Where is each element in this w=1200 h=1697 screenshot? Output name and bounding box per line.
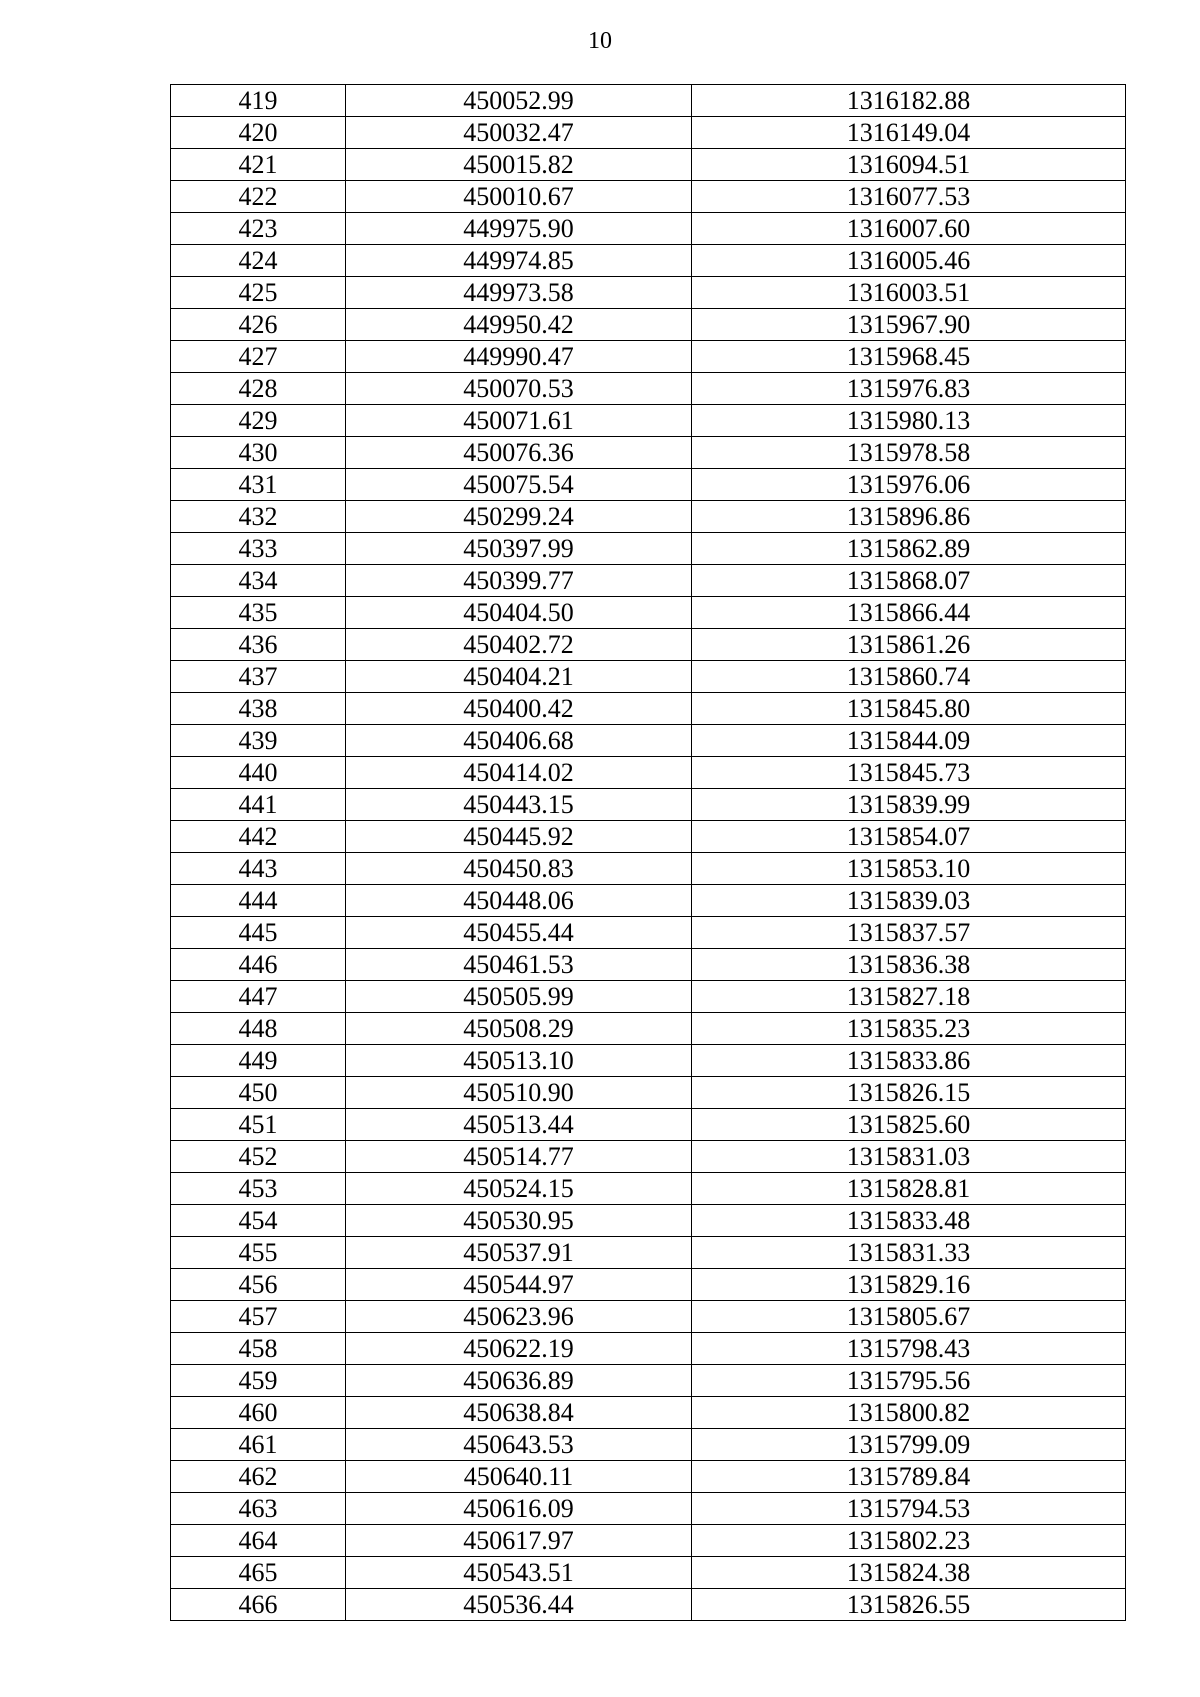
point-number-cell: 439 [171,725,346,757]
x-coordinate-cell: 450404.50 [346,597,692,629]
x-coordinate-cell: 449990.47 [346,341,692,373]
table-row [171,1013,1126,1045]
table-row [171,405,1126,437]
y-coordinate-cell: 1315980.13 [692,405,1126,437]
y-coordinate-cell: 1316149.04 [692,117,1126,149]
point-number-cell: 461 [171,1429,346,1461]
table-row [171,693,1126,725]
table-row [171,213,1126,245]
x-coordinate-cell: 450622.19 [346,1333,692,1365]
y-coordinate-cell: 1315826.55 [692,1589,1126,1621]
y-coordinate-cell: 1315862.89 [692,533,1126,565]
point-number-cell: 427 [171,341,346,373]
point-number-cell: 453 [171,1173,346,1205]
point-number-cell: 444 [171,885,346,917]
y-coordinate-cell: 1315827.18 [692,981,1126,1013]
table-row [171,1461,1126,1493]
table-row [171,597,1126,629]
x-coordinate-cell: 450402.72 [346,629,692,661]
point-number-cell: 422 [171,181,346,213]
x-coordinate-cell: 450510.90 [346,1077,692,1109]
table-row [171,981,1126,1013]
point-number-cell: 454 [171,1205,346,1237]
point-number-cell: 446 [171,949,346,981]
table-row [171,1397,1126,1429]
y-coordinate-cell: 1316003.51 [692,277,1126,309]
point-number-cell: 447 [171,981,346,1013]
table-row [171,1525,1126,1557]
x-coordinate-cell: 450414.02 [346,757,692,789]
x-coordinate-cell: 450643.53 [346,1429,692,1461]
table-row [171,1493,1126,1525]
table-row [171,661,1126,693]
x-coordinate-cell: 450461.53 [346,949,692,981]
y-coordinate-cell: 1315828.81 [692,1173,1126,1205]
x-coordinate-cell: 450299.24 [346,501,692,533]
table-row [171,181,1126,213]
x-coordinate-cell: 450445.92 [346,821,692,853]
y-coordinate-cell: 1315798.43 [692,1333,1126,1365]
point-number-cell: 462 [171,1461,346,1493]
point-number-cell: 451 [171,1109,346,1141]
point-number-cell: 423 [171,213,346,245]
x-coordinate-cell: 450399.77 [346,565,692,597]
point-number-cell: 424 [171,245,346,277]
y-coordinate-cell: 1315829.16 [692,1269,1126,1301]
point-number-cell: 458 [171,1333,346,1365]
table-row [171,1557,1126,1589]
table-row [171,117,1126,149]
table-row [171,469,1126,501]
point-number-cell: 456 [171,1269,346,1301]
x-coordinate-cell: 450075.54 [346,469,692,501]
x-coordinate-cell: 450443.15 [346,789,692,821]
x-coordinate-cell: 450404.21 [346,661,692,693]
x-coordinate-cell: 449950.42 [346,309,692,341]
y-coordinate-cell: 1316005.46 [692,245,1126,277]
x-coordinate-cell: 450617.97 [346,1525,692,1557]
table-row [171,1269,1126,1301]
x-coordinate-cell: 450397.99 [346,533,692,565]
point-number-cell: 419 [171,85,346,117]
x-coordinate-cell: 450010.67 [346,181,692,213]
y-coordinate-cell: 1315824.38 [692,1557,1126,1589]
table-row [171,245,1126,277]
point-number-cell: 429 [171,405,346,437]
table-row [171,853,1126,885]
y-coordinate-cell: 1315976.06 [692,469,1126,501]
y-coordinate-cell: 1315866.44 [692,597,1126,629]
y-coordinate-cell: 1315825.60 [692,1109,1126,1141]
y-coordinate-cell: 1315844.09 [692,725,1126,757]
table-row [171,1301,1126,1333]
y-coordinate-cell: 1315800.82 [692,1397,1126,1429]
y-coordinate-cell: 1315831.33 [692,1237,1126,1269]
y-coordinate-cell: 1316007.60 [692,213,1126,245]
point-number-cell: 440 [171,757,346,789]
table-row [171,917,1126,949]
x-coordinate-cell: 450513.10 [346,1045,692,1077]
point-number-cell: 455 [171,1237,346,1269]
y-coordinate-cell: 1315839.99 [692,789,1126,821]
x-coordinate-cell: 450076.36 [346,437,692,469]
table-row [171,789,1126,821]
y-coordinate-cell: 1316094.51 [692,149,1126,181]
point-number-cell: 459 [171,1365,346,1397]
y-coordinate-cell: 1315831.03 [692,1141,1126,1173]
point-number-cell: 433 [171,533,346,565]
y-coordinate-cell: 1315795.56 [692,1365,1126,1397]
y-coordinate-cell: 1315853.10 [692,853,1126,885]
coordinates-table-body [171,85,1126,1621]
y-coordinate-cell: 1316077.53 [692,181,1126,213]
x-coordinate-cell: 450537.91 [346,1237,692,1269]
x-coordinate-cell: 449974.85 [346,245,692,277]
table-row [171,1365,1126,1397]
table-row [171,341,1126,373]
x-coordinate-cell: 450536.44 [346,1589,692,1621]
x-coordinate-cell: 450052.99 [346,85,692,117]
table-row [171,885,1126,917]
y-coordinate-cell: 1315845.73 [692,757,1126,789]
table-row [171,1173,1126,1205]
table-row [171,1141,1126,1173]
x-coordinate-cell: 450450.83 [346,853,692,885]
x-coordinate-cell: 450623.96 [346,1301,692,1333]
y-coordinate-cell: 1315845.80 [692,693,1126,725]
point-number-cell: 434 [171,565,346,597]
x-coordinate-cell: 449973.58 [346,277,692,309]
point-number-cell: 443 [171,853,346,885]
point-number-cell: 432 [171,501,346,533]
x-coordinate-cell: 450032.47 [346,117,692,149]
table-row [171,149,1126,181]
point-number-cell: 431 [171,469,346,501]
table-row [171,725,1126,757]
x-coordinate-cell: 450070.53 [346,373,692,405]
point-number-cell: 435 [171,597,346,629]
y-coordinate-cell: 1315794.53 [692,1493,1126,1525]
point-number-cell: 437 [171,661,346,693]
table-row [171,565,1126,597]
point-number-cell: 430 [171,437,346,469]
table-row [171,1589,1126,1621]
point-number-cell: 428 [171,373,346,405]
table-row [171,501,1126,533]
point-number-cell: 449 [171,1045,346,1077]
x-coordinate-cell: 450015.82 [346,149,692,181]
table-row [171,85,1126,117]
point-number-cell: 457 [171,1301,346,1333]
point-number-cell: 463 [171,1493,346,1525]
y-coordinate-cell: 1315967.90 [692,309,1126,341]
x-coordinate-cell: 450071.61 [346,405,692,437]
x-coordinate-cell: 450455.44 [346,917,692,949]
x-coordinate-cell: 450616.09 [346,1493,692,1525]
table-row [171,1205,1126,1237]
point-number-cell: 450 [171,1077,346,1109]
point-number-cell: 438 [171,693,346,725]
y-coordinate-cell: 1315839.03 [692,885,1126,917]
point-number-cell: 465 [171,1557,346,1589]
table-row [171,1077,1126,1109]
x-coordinate-cell: 450640.11 [346,1461,692,1493]
x-coordinate-cell: 449975.90 [346,213,692,245]
point-number-cell: 466 [171,1589,346,1621]
x-coordinate-cell: 450448.06 [346,885,692,917]
table-row [171,1333,1126,1365]
y-coordinate-cell: 1315896.86 [692,501,1126,533]
x-coordinate-cell: 450400.42 [346,693,692,725]
point-number-cell: 421 [171,149,346,181]
coordinates-table [170,84,1126,1621]
x-coordinate-cell: 450543.51 [346,1557,692,1589]
point-number-cell: 426 [171,309,346,341]
x-coordinate-cell: 450636.89 [346,1365,692,1397]
point-number-cell: 460 [171,1397,346,1429]
table-row [171,949,1126,981]
y-coordinate-cell: 1315976.83 [692,373,1126,405]
point-number-cell: 452 [171,1141,346,1173]
y-coordinate-cell: 1315833.48 [692,1205,1126,1237]
point-number-cell: 442 [171,821,346,853]
page-number: 10 [588,28,612,54]
y-coordinate-cell: 1315836.38 [692,949,1126,981]
table-row [171,757,1126,789]
y-coordinate-cell: 1315968.45 [692,341,1126,373]
point-number-cell: 436 [171,629,346,661]
table-row [171,533,1126,565]
y-coordinate-cell: 1315978.58 [692,437,1126,469]
y-coordinate-cell: 1315805.67 [692,1301,1126,1333]
x-coordinate-cell: 450508.29 [346,1013,692,1045]
y-coordinate-cell: 1315802.23 [692,1525,1126,1557]
x-coordinate-cell: 450524.15 [346,1173,692,1205]
y-coordinate-cell: 1315861.26 [692,629,1126,661]
y-coordinate-cell: 1316182.88 [692,85,1126,117]
y-coordinate-cell: 1315837.57 [692,917,1126,949]
x-coordinate-cell: 450638.84 [346,1397,692,1429]
point-number-cell: 448 [171,1013,346,1045]
table-row [171,629,1126,661]
x-coordinate-cell: 450544.97 [346,1269,692,1301]
point-number-cell: 425 [171,277,346,309]
x-coordinate-cell: 450514.77 [346,1141,692,1173]
table-row [171,309,1126,341]
x-coordinate-cell: 450530.95 [346,1205,692,1237]
table-row [171,1109,1126,1141]
x-coordinate-cell: 450513.44 [346,1109,692,1141]
table-row [171,1429,1126,1461]
y-coordinate-cell: 1315833.86 [692,1045,1126,1077]
y-coordinate-cell: 1315835.23 [692,1013,1126,1045]
x-coordinate-cell: 450406.68 [346,725,692,757]
table-row [171,437,1126,469]
y-coordinate-cell: 1315799.09 [692,1429,1126,1461]
point-number-cell: 441 [171,789,346,821]
table-row [171,1237,1126,1269]
table-row [171,373,1126,405]
y-coordinate-cell: 1315860.74 [692,661,1126,693]
y-coordinate-cell: 1315826.15 [692,1077,1126,1109]
y-coordinate-cell: 1315868.07 [692,565,1126,597]
table-row [171,821,1126,853]
y-coordinate-cell: 1315789.84 [692,1461,1126,1493]
point-number-cell: 445 [171,917,346,949]
y-coordinate-cell: 1315854.07 [692,821,1126,853]
table-row [171,1045,1126,1077]
point-number-cell: 420 [171,117,346,149]
table-row [171,277,1126,309]
point-number-cell: 464 [171,1525,346,1557]
x-coordinate-cell: 450505.99 [346,981,692,1013]
